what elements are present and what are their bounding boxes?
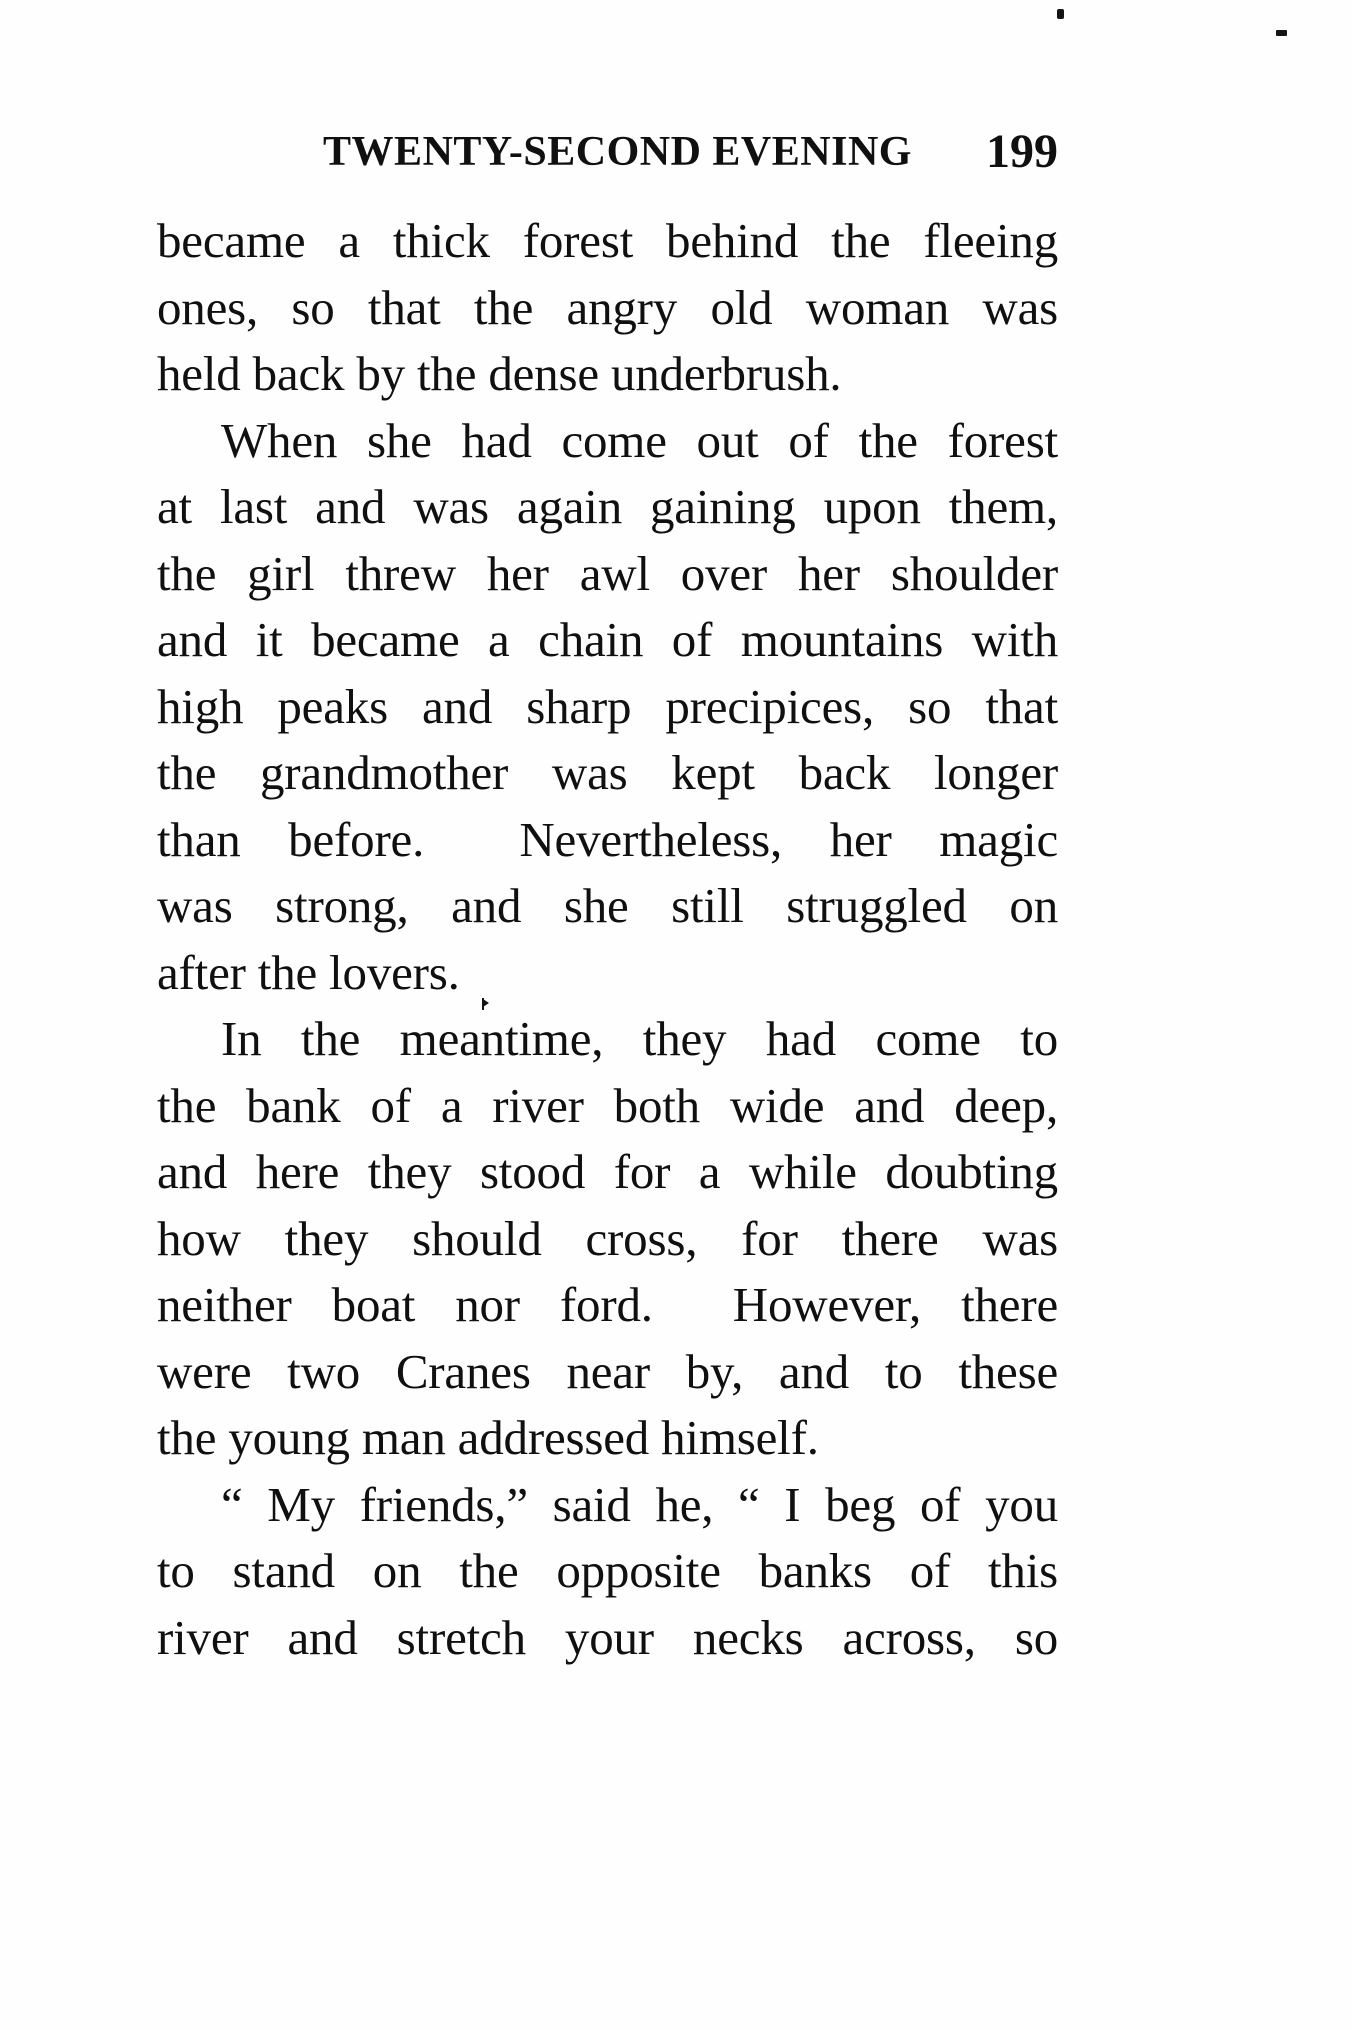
text-line: the girl threw her awl over her shoulder [157, 545, 1058, 601]
text-line: When she had come out of the forest [221, 412, 1058, 468]
text-line: held back by the dense underbrush. [157, 346, 842, 401]
text-line: “ My friends,” said he, “ I beg of you [221, 1476, 1058, 1532]
page-number: 199 [986, 125, 1058, 178]
running-header [157, 124, 1058, 180]
text-line: the grandmother was kept back longer [157, 745, 1058, 800]
text-line: and here they stood for a while doubting [157, 1144, 1058, 1199]
text-line: the young man addressed himself. [157, 1410, 819, 1465]
stray-print-mark [482, 998, 490, 1010]
text-line: In the meantime, they had come to [221, 1011, 1058, 1066]
text-line: than before. Nevertheless, her magic [157, 811, 1058, 867]
text-line: and it became a chain of mountains with [157, 612, 1058, 667]
text-line: to stand on the opposite banks of this [157, 1543, 1058, 1598]
text-line: became a thick forest behind the fleeing [157, 213, 1058, 268]
text-line: was strong, and she still struggled on [157, 878, 1058, 933]
text-line: how they should cross, for there was [157, 1210, 1058, 1266]
text-line: river and stretch your necks across, so [157, 1609, 1058, 1665]
stray-mark-flag [483, 999, 489, 1007]
ink-speck [1057, 9, 1064, 19]
body-text [157, 208, 1058, 1671]
ink-speck [1276, 30, 1287, 36]
text-line: neither boat nor ford. However, there [157, 1277, 1058, 1332]
text-line: after the lovers. [157, 944, 460, 1000]
text-line: the bank of a river both wide and deep, [157, 1077, 1058, 1133]
text-line: were two Cranes near by, and to these [157, 1343, 1058, 1399]
chapter-title: TWENTY-SECOND EVENING [323, 129, 912, 175]
text-line: ones, so that the angry old woman was [157, 279, 1058, 335]
text-line: high peaks and sharp precipices, so that [157, 678, 1058, 734]
text-line: at last and was again gaining upon them, [157, 479, 1058, 534]
